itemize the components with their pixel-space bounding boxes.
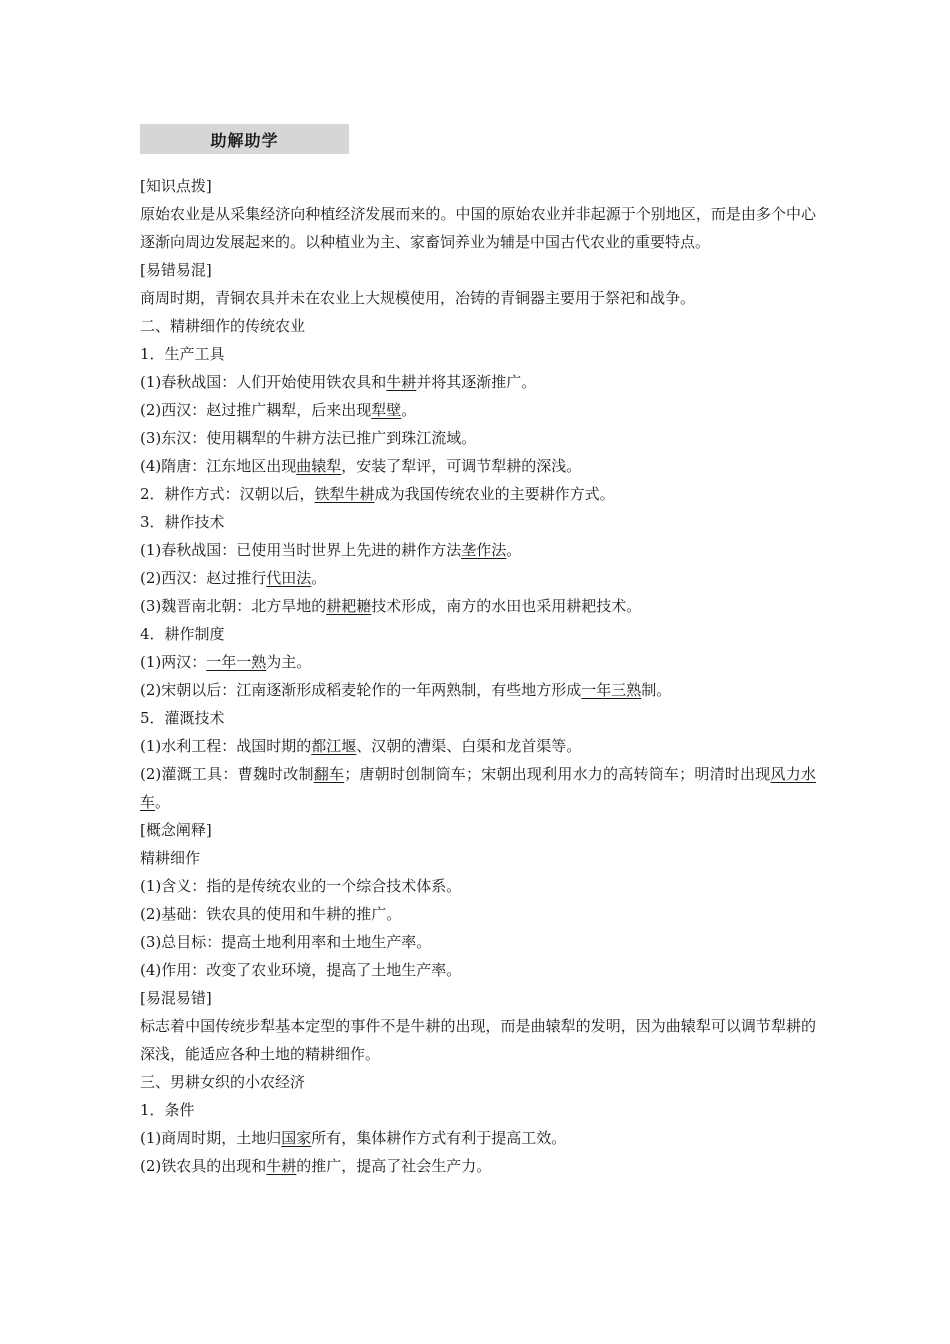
irrigation-heading: 5．灌溉技术 xyxy=(140,709,225,727)
concept-item-1: (1)含义：指的是传统农业的一个综合技术体系。 xyxy=(140,877,462,895)
text: (2)西汉：赵过推广耦犁，后来出现 xyxy=(140,401,372,419)
text: (1)春秋战国：人们开始使用铁农具和 xyxy=(140,373,387,391)
text: (2)灌溉工具：曹魏时改制 xyxy=(140,765,314,783)
text: 。 xyxy=(311,569,327,587)
text: 成为我国传统农业的主要耕作方式。 xyxy=(374,485,615,503)
knowledge-tip-tag: [知识点拨] xyxy=(140,177,212,195)
text: 并将其逐渐推广。 xyxy=(416,373,537,391)
text: ，安装了犁评，可调节犁耕的深浅。 xyxy=(341,457,582,475)
text: (2)西汉：赵过推行 xyxy=(140,569,267,587)
text: (1)春秋战国：已使用当时世界上先进的耕作方法 xyxy=(140,541,462,559)
concept-item-2: (2)基础：铁农具的使用和牛耕的推广。 xyxy=(140,905,402,923)
blank-answer: 牛耕 xyxy=(386,373,417,391)
text: 。 xyxy=(155,793,171,811)
technique-heading: 3．耕作技术 xyxy=(140,513,225,531)
banner-title: 助解助学 xyxy=(210,131,279,150)
irrigation-item-2 xyxy=(140,760,816,816)
text: 2．耕作方式：汉朝以后， xyxy=(140,485,315,503)
text: (2)宋朝以后：江南逐渐形成稻麦轮作的一年两熟制，有些地方形成 xyxy=(140,681,582,699)
concept-title: 精耕细作 xyxy=(140,849,201,867)
text: (4)隋唐：江东地区出现 xyxy=(140,457,297,475)
text: (3)魏晋南北朝：北方旱地的 xyxy=(140,597,327,615)
document-body xyxy=(140,172,816,1180)
text: 制。 xyxy=(641,681,672,699)
tools-item-2 xyxy=(140,396,816,424)
text: 、汉朝的漕渠、白渠和龙首渠等。 xyxy=(356,737,582,755)
tools-heading: 1．生产工具 xyxy=(140,345,225,363)
tools-item-1 xyxy=(140,368,816,396)
conditions-item-2 xyxy=(140,1152,816,1180)
text: 。 xyxy=(506,541,522,559)
section-3-title: 三、男耕女织的小农经济 xyxy=(140,1073,306,1091)
confusion-paragraph: 标志着中国传统步犁基本定型的事件不是牛耕的出现，而是曲辕犁的发明，因为曲辕犁可以调节犁耕的深浅，能适应各种土地的精耕细作。 xyxy=(140,1017,816,1063)
technique-item-3 xyxy=(140,592,816,620)
conditions-heading: 1．条件 xyxy=(140,1101,195,1119)
text: (1)两汉： xyxy=(140,653,207,671)
irrigation-item-1 xyxy=(140,732,816,760)
blank-answer: 一年三熟 xyxy=(581,681,642,699)
blank-answer: 国家 xyxy=(281,1129,312,1147)
blank-answer: 垄作法 xyxy=(461,541,507,559)
text: (2)铁农具的出现和 xyxy=(140,1157,267,1175)
error-prone-tag: [易错易混] xyxy=(140,261,212,279)
knowledge-tip-paragraph: 原始农业是从采集经济向种植经济发展而来的。中国的原始农业并非起源于个别地区，而是由多个中心逐渐向周边发展起来的。以种植业为主、家畜饲养业为辅是中国古代农业的重要特点。 xyxy=(140,205,816,251)
blank-answer: 翻车 xyxy=(313,765,345,783)
system-item-2 xyxy=(140,676,816,704)
blank-answer: 犁壁 xyxy=(371,401,402,419)
blank-answer: 风力水车 xyxy=(140,765,816,811)
text: ；唐朝时创制筒车；宋朝出现利用水力的高转筒车；明清时出现 xyxy=(344,765,771,783)
text: (1)商周时期，土地归 xyxy=(140,1129,282,1147)
section-2-title: 二、精耕细作的传统农业 xyxy=(140,317,306,335)
concept-item-4: (4)作用：改变了农业环境，提高了土地生产率。 xyxy=(140,961,462,979)
concept-item-3: (3)总目标：提高土地利用率和土地生产率。 xyxy=(140,933,432,951)
text: 为主。 xyxy=(266,653,312,671)
system-item-1 xyxy=(140,648,816,676)
tools-item-3: (3)东汉：使用耦犁的牛耕方法已推广到珠江流域。 xyxy=(140,429,477,447)
blank-answer: 牛耕 xyxy=(266,1157,297,1175)
technique-item-2 xyxy=(140,564,816,592)
error-prone-text: 商周时期，青铜农具并未在农业上大规模使用，冶铸的青铜器主要用于祭祀和战争。 xyxy=(140,289,696,307)
blank-answer: 铁犁牛耕 xyxy=(314,485,375,503)
system-heading: 4．耕作制度 xyxy=(140,625,225,643)
text: 的推广，提高了社会生产力。 xyxy=(296,1157,492,1175)
confusion-tag: [易混易错] xyxy=(140,989,212,1007)
text: (1)水利工程：战国时期的 xyxy=(140,737,312,755)
tools-item-4 xyxy=(140,452,816,480)
technique-item-1 xyxy=(140,536,816,564)
farming-method xyxy=(140,480,816,508)
blank-answer: 代田法 xyxy=(266,569,312,587)
text: 。 xyxy=(401,401,417,419)
concept-tag: [概念阐释] xyxy=(140,821,212,839)
blank-answer: 一年一熟 xyxy=(206,653,267,671)
conditions-item-1 xyxy=(140,1124,816,1152)
text: 技术形成，南方的水田也采用耕耙技术。 xyxy=(371,597,642,615)
blank-answer: 都江堰 xyxy=(311,737,357,755)
blank-answer: 耕耙耱 xyxy=(326,597,372,615)
text: 所有，集体耕作方式有利于提高工效。 xyxy=(311,1129,567,1147)
blank-answer: 曲辕犁 xyxy=(296,457,342,475)
section-banner xyxy=(140,124,349,154)
